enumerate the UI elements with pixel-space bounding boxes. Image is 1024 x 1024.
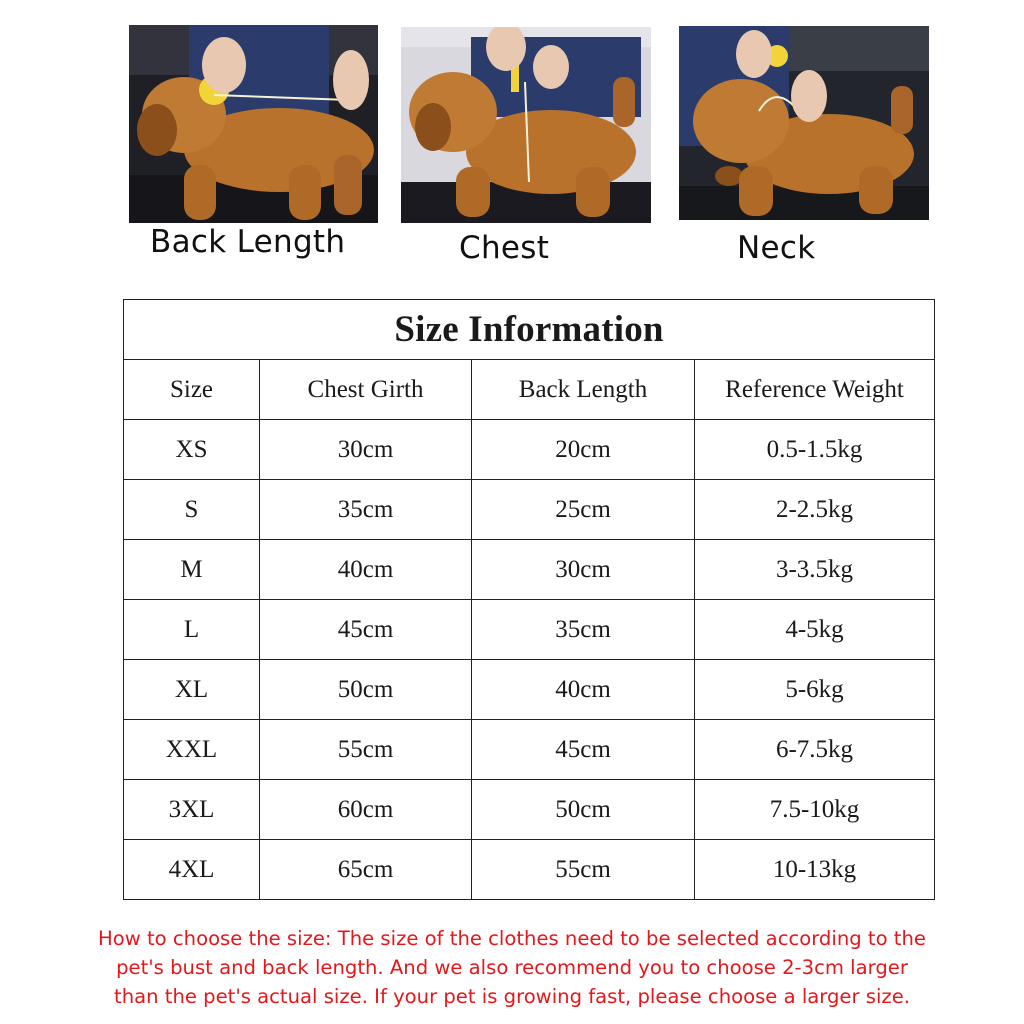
- table-row: [124, 540, 935, 600]
- cell-chest-girth: 55cm: [260, 720, 472, 780]
- size-guide-note: [60, 924, 964, 1011]
- table-title: Size Information: [124, 300, 935, 360]
- table-row: [124, 780, 935, 840]
- table-row: [124, 840, 935, 900]
- cell-size: XXL: [124, 720, 260, 780]
- cell-back-length: 30cm: [472, 540, 695, 600]
- caption-back-length: Back Length: [150, 224, 346, 260]
- table-row: [124, 660, 935, 720]
- photo-back-length: [129, 25, 378, 223]
- cell-reference-weight: 7.5-10kg: [695, 780, 935, 840]
- cell-back-length: 40cm: [472, 660, 695, 720]
- header-back-length: Back Length: [472, 360, 695, 420]
- cell-chest-girth: 30cm: [260, 420, 472, 480]
- cell-chest-girth: 60cm: [260, 780, 472, 840]
- cell-back-length: 50cm: [472, 780, 695, 840]
- cell-reference-weight: 6-7.5kg: [695, 720, 935, 780]
- note-line: pet's bust and back length. And we also recommend you to choose 2-3cm larger: [116, 956, 908, 979]
- dog-chest-image: [401, 27, 651, 223]
- dog-neck-image: [679, 26, 929, 220]
- cell-back-length: 35cm: [472, 600, 695, 660]
- note-line: than the pet's actual size. If your pet is growing fast, please choose a larger size.: [114, 985, 910, 1008]
- header-size: Size: [124, 360, 260, 420]
- cell-chest-girth: 45cm: [260, 600, 472, 660]
- cell-size: 4XL: [124, 840, 260, 900]
- cell-reference-weight: 0.5-1.5kg: [695, 420, 935, 480]
- cell-size: L: [124, 600, 260, 660]
- dog-back-length-image: [129, 25, 378, 223]
- table-row: [124, 480, 935, 540]
- cell-back-length: 55cm: [472, 840, 695, 900]
- note-line: How to choose the size: The size of the clothes need to be selected according to the: [98, 927, 926, 950]
- caption-neck: Neck: [737, 230, 816, 266]
- cell-size: XL: [124, 660, 260, 720]
- cell-reference-weight: 4-5kg: [695, 600, 935, 660]
- cell-back-length: 20cm: [472, 420, 695, 480]
- cell-chest-girth: 40cm: [260, 540, 472, 600]
- cell-size: 3XL: [124, 780, 260, 840]
- cell-back-length: 45cm: [472, 720, 695, 780]
- cell-chest-girth: 65cm: [260, 840, 472, 900]
- table-title-row: [124, 300, 935, 360]
- cell-reference-weight: 3-3.5kg: [695, 540, 935, 600]
- table-row: [124, 720, 935, 780]
- cell-reference-weight: 5-6kg: [695, 660, 935, 720]
- table-header-row: [124, 360, 935, 420]
- cell-size: S: [124, 480, 260, 540]
- cell-size: XS: [124, 420, 260, 480]
- cell-reference-weight: 2-2.5kg: [695, 480, 935, 540]
- table-row: [124, 420, 935, 480]
- cell-chest-girth: 50cm: [260, 660, 472, 720]
- header-chest-girth: Chest Girth: [260, 360, 472, 420]
- cell-back-length: 25cm: [472, 480, 695, 540]
- caption-chest: Chest: [459, 230, 550, 266]
- size-information-table: [123, 299, 935, 900]
- photo-chest: [401, 27, 651, 223]
- table-row: [124, 600, 935, 660]
- cell-chest-girth: 35cm: [260, 480, 472, 540]
- cell-reference-weight: 10-13kg: [695, 840, 935, 900]
- cell-size: M: [124, 540, 260, 600]
- photo-neck: [679, 26, 929, 220]
- header-reference-weight: Reference Weight: [695, 360, 935, 420]
